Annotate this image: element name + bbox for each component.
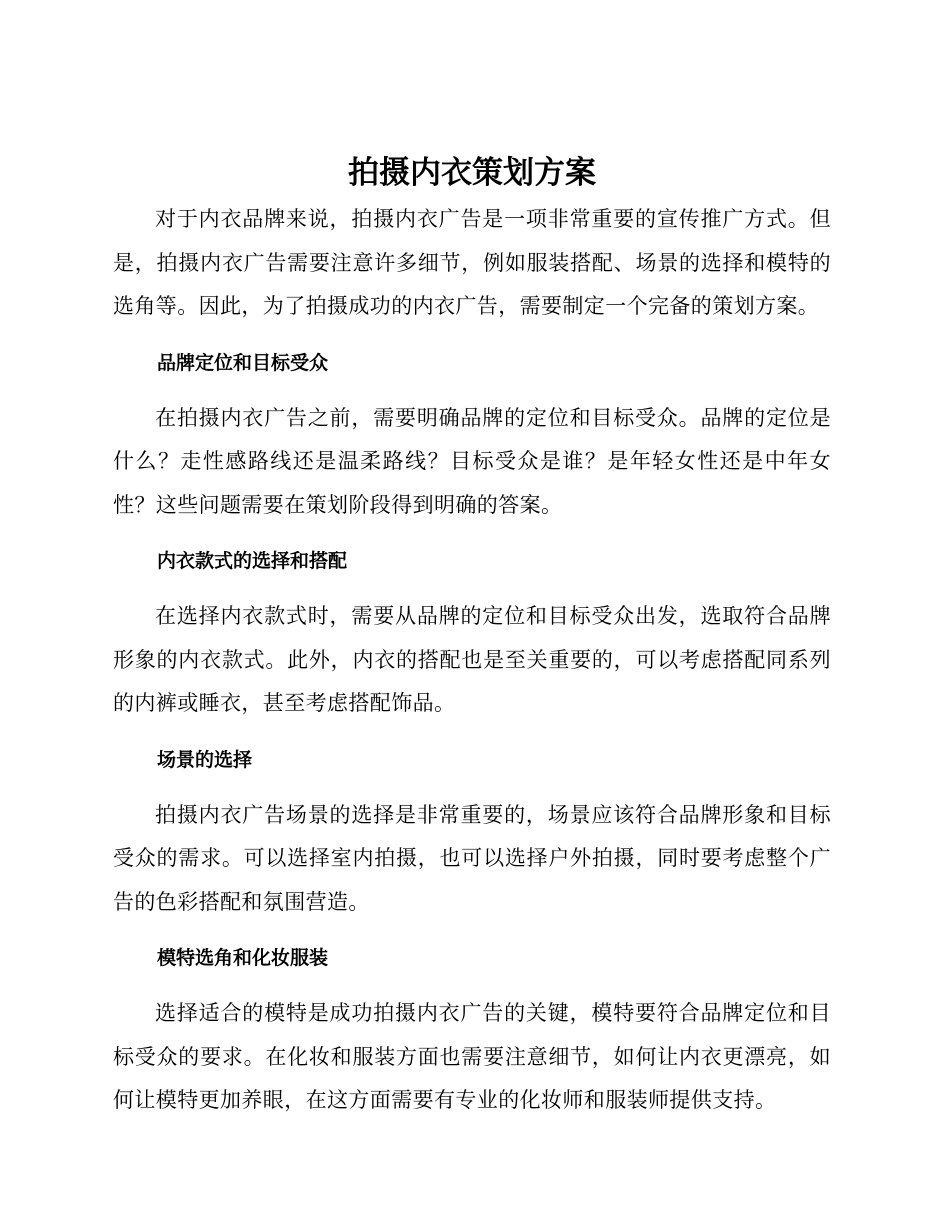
section-body-brand-positioning: 在拍摄内衣广告之前，需要明确品牌的定位和目标受众。品牌的定位是什么？走性感路线还是温柔路线？目标受众是谁？是年轻女性还是中年女性？这些问题需要在策划阶段得到明确的答案。 bbox=[113, 405, 831, 517]
section-heading-scene-selection: 场景的选择 bbox=[157, 748, 253, 771]
document-title: 拍摄内衣策划方案 bbox=[348, 155, 596, 191]
section-body-model-casting: 选择适合的模特是成功拍摄内衣广告的关键，模特要符合品牌定位和目标受众的要求。在化妆和服装方面也需要注意细节，如何让内衣更漂亮，如何让模特更加养眼，在这方面需要有专业的化妆师和服装师提供支持。 bbox=[113, 1001, 831, 1112]
section-body-scene-selection: 拍摄内衣广告场景的选择是非常重要的，场景应该符合品牌形象和目标受众的需求。可以选择室内拍摄，也可以选择户外拍摄，同时要考虑整个广告的色彩搭配和氛围营造。 bbox=[113, 802, 831, 914]
section-body-style-selection: 在选择内衣款式时，需要从品牌的定位和目标受众出发，选取符合品牌形象的内衣款式。此外，内衣的搭配也是至关重要的，可以考虑搭配同系列的内裤或睡衣，甚至考虑搭配饰品。 bbox=[113, 604, 831, 715]
intro-paragraph: 对于内衣品牌来说，拍摄内衣广告是一项非常重要的宣传推广方式。但是，拍摄内衣广告需要注意许多细节，例如服装搭配、场景的选择和模特的选角等。因此，为了拍摄成功的内衣广告，需要制定一个完备的策划方案。 bbox=[113, 207, 831, 318]
document-page bbox=[113, 148, 831, 1123]
section-heading-model-casting: 模特选角和化妆服装 bbox=[157, 947, 329, 969]
section-heading-brand-positioning: 品牌定位和目标受众 bbox=[157, 351, 329, 374]
section-heading-style-selection: 内衣款式的选择和搭配 bbox=[157, 550, 348, 572]
